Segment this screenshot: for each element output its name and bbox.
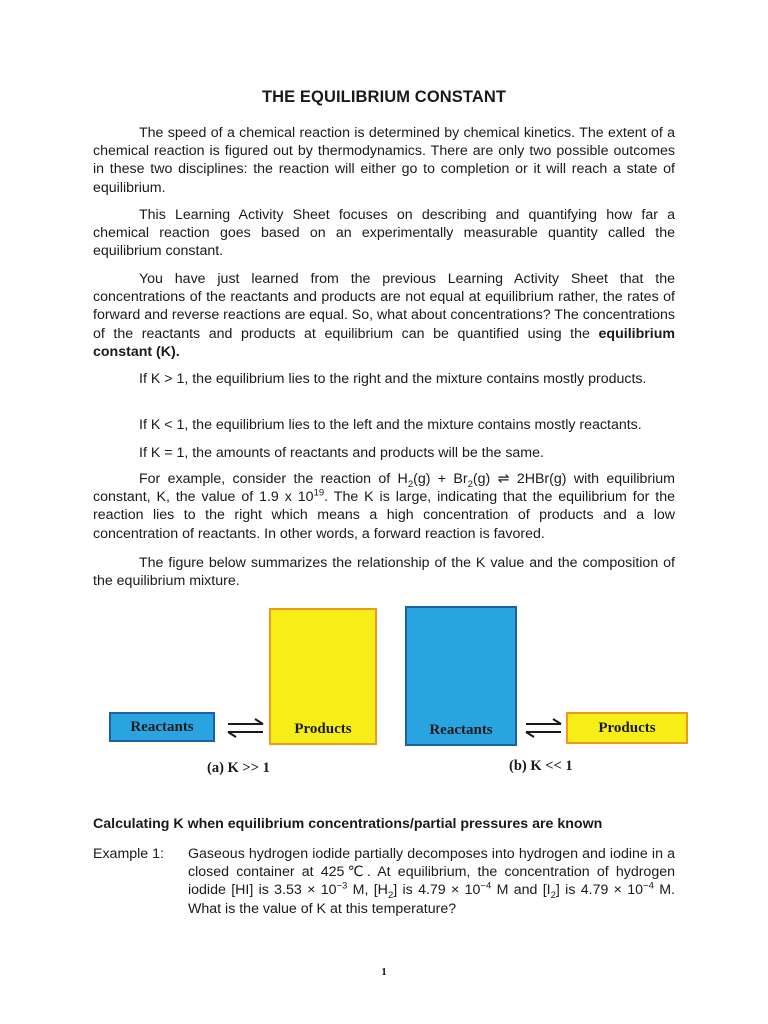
example-label: Example 1: [93, 846, 164, 862]
example-text-4: M and [I [491, 882, 551, 899]
products-label: Products [294, 721, 352, 737]
caption-k-much-less: (b) K << 1 [509, 758, 573, 774]
paragraph-k-greater: If K > 1, the equilibrium lies to the right and the mixture contains mostly products. [139, 371, 647, 387]
equilibrium-arrows-icon [523, 718, 565, 738]
reaction-text-3: (g) ⇌ 2HBr(g) with equilibrium constant, K, the value of 1.9 x 10 [93, 471, 675, 506]
reactants-label: Reactants [130, 718, 194, 735]
superscript: −4 [480, 880, 492, 892]
reaction-text-4: . The K is large, indicating that the equilibrium for the reaction lies to the right which means a high concentration of products and a low concentration of reactants. In other words, a forward reaction is favored. [93, 489, 676, 542]
reactants-box-small [109, 712, 215, 742]
superscript: −4 [643, 880, 654, 892]
reaction-text-1: For example, consider the reaction of H [139, 471, 408, 487]
reactants-label: Reactants [429, 722, 493, 738]
paragraph-concentrations [93, 270, 675, 361]
paragraph-figure-intro: The figure below summarizes the relationship of the K value and the composition of the equilibrium mixture. [93, 555, 675, 590]
example-text-1: Gaseous hydrogen iodide partially decomposes into hydrogen and iodine in a closed container at 425℃. At equilibrium, the concentration of hydrogen iodide [HI] is 3.53 × 10 [188, 846, 675, 899]
products-label: Products [598, 719, 656, 736]
example-text-6: M. What is the value of K at this temperature? [188, 882, 676, 917]
reactants-box-large [405, 606, 517, 746]
superscript: −3 [336, 880, 348, 892]
paragraph-k-less: If K < 1, the equilibrium lies to the left and the mixture contains mostly reactants. [139, 417, 642, 433]
paragraph-concentrations-text: You have just learned from the previous Learning Activity Sheet that the concentrations of the reactants and products are not equal at equilibrium rather, the rates of forward and reverse reactions are equal. So, what about concentrations? The concentrations of the reactants and products at equilibrium can be quantified using the [93, 271, 675, 342]
reaction-text-2: (g) + Br [413, 471, 468, 487]
subscript: 2 [387, 890, 394, 902]
subscript: 2 [407, 478, 414, 490]
paragraph-k-equal: If K = 1, the amounts of reactants and products will be the same. [139, 445, 544, 461]
example-text-3: ] is 4.79 × 10 [393, 882, 481, 899]
page-title: THE EQUILIBRIUM CONSTANT [261, 88, 507, 106]
example-text-5: ] is 4.79 × 10 [555, 882, 644, 899]
caption-k-much-greater: (a) K >> 1 [207, 760, 270, 776]
example-text-2: M, [H [347, 882, 388, 899]
products-box-small [566, 712, 688, 744]
products-box-large [269, 608, 377, 745]
subscript: 2 [467, 478, 473, 490]
page-number: 1 [381, 966, 387, 978]
paragraph-purpose: This Learning Activity Sheet focuses on describing and quantifying how far a chemical reaction goes based on an experimentally measurable quantity called the equilibrium constant. [93, 207, 675, 260]
paragraph-example-reaction [93, 470, 675, 543]
example-body [188, 845, 675, 918]
paragraph-intro: The speed of a chemical reaction is determined by chemical kinetics. The extent of a chemical reaction is figured out by thermodynamics. There are only two possible outcomes in these two disciplines: the reaction will either go to completion or it will reach a state of equilibrium. [93, 125, 675, 196]
subscript: 2 [550, 890, 556, 902]
equilibrium-constant-term: equilibrium constant (K). [93, 325, 675, 360]
equilibrium-figure [107, 604, 689, 784]
section-heading: Calculating K when equilibrium concentrations/partial pressures are known [93, 816, 603, 832]
superscript: 19 [313, 487, 325, 499]
equilibrium-arrows-icon [225, 718, 267, 738]
